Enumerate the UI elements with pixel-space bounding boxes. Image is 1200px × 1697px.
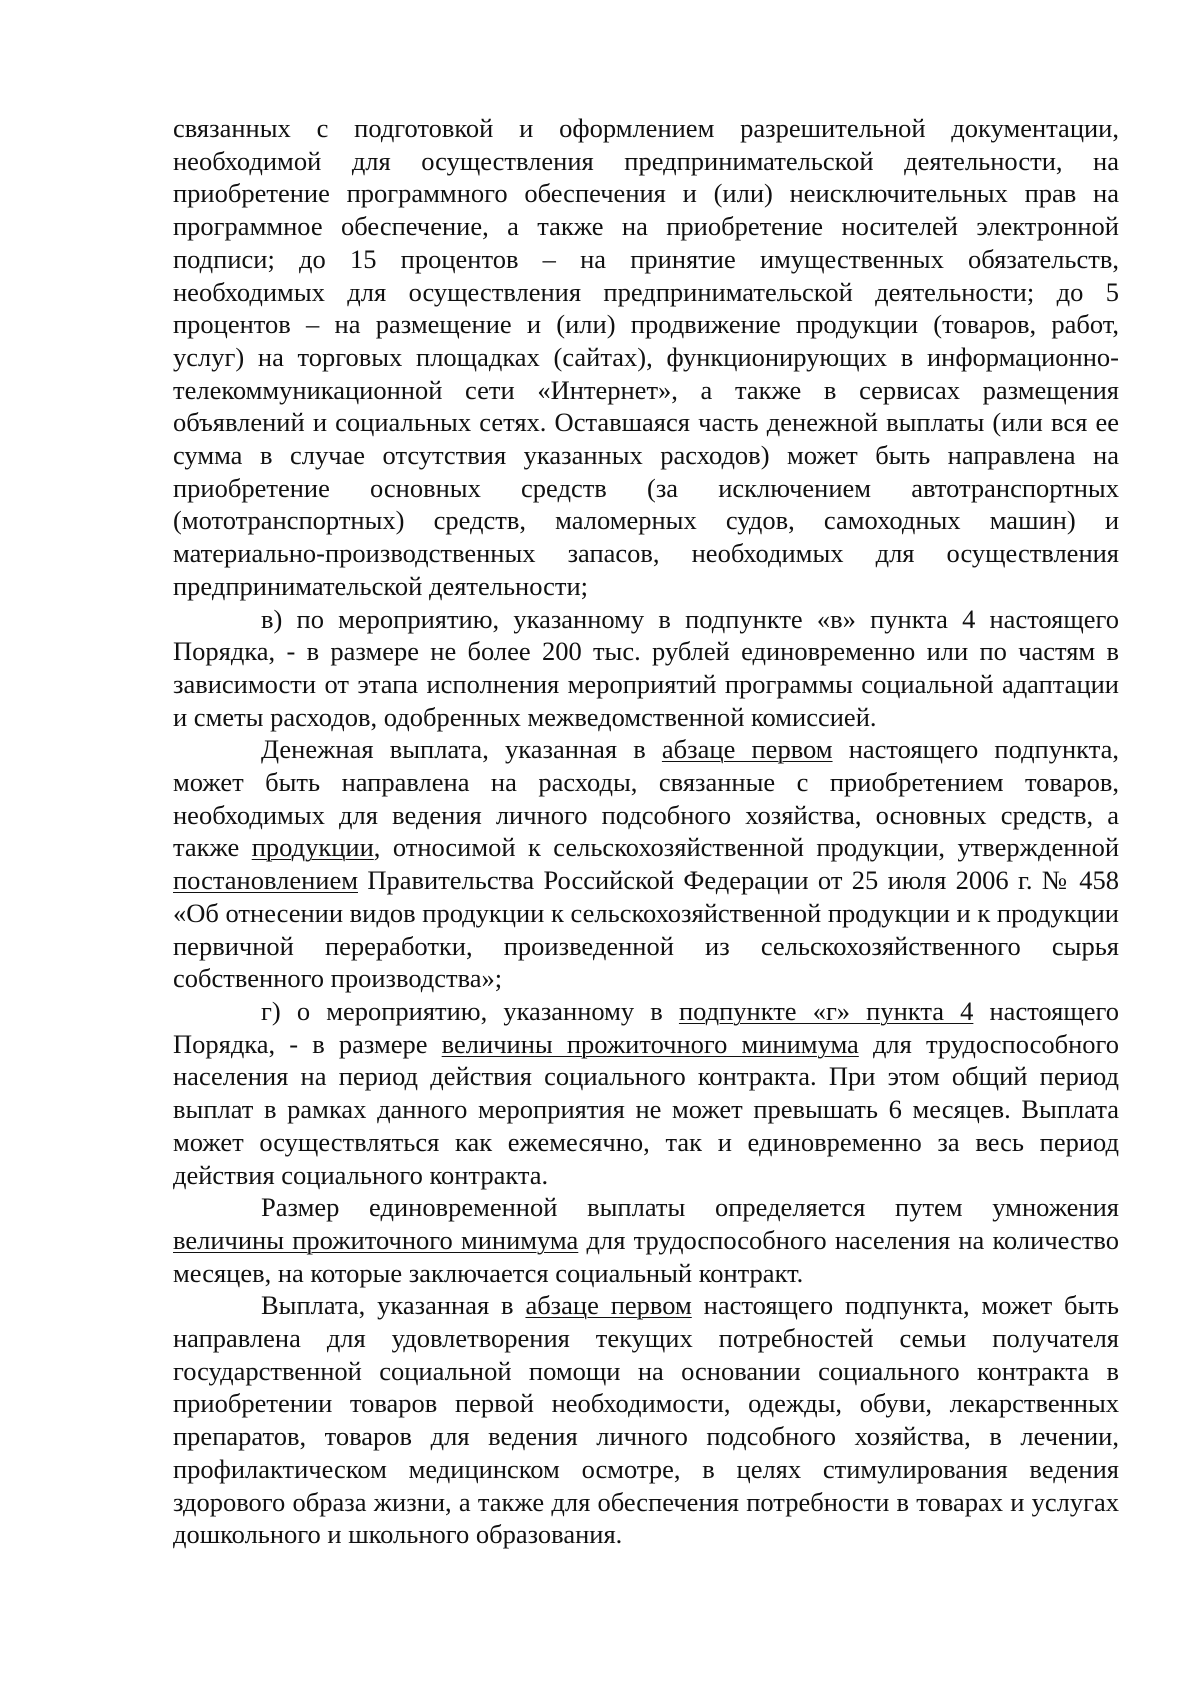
paragraph-1: [173, 112, 1119, 603]
paragraph-6-text-part: Выплата, указанная в: [261, 1290, 526, 1321]
paragraph-1-text: связанных с подготовкой и оформлением разрешительной документации, необходимой для осуществления предпринимательской деятельности, на приобретение программного обеспечения и (или) неисключительных прав на программное обеспечение, а также на приобретение носителей электронной подписи; до 15 процентов – на принятие имущественных обязательств, необходимых для осуществления предпринимательской деятельности; до 5 процентов – на размещение и (или) продвижение продукции (товаров, работ, услуг) на торговых площадках (сайтах), функционирующих в информационно-телекоммуникационной сети «Интернет», а также в сервисах размещения объявлений и социальных сетях. Оставшаяся часть денежной выплаты (или вся ее сумма в случае отсутствия указанных расходов) может быть направлена на приобретение основных средств (за исключением автотранспортных (мототранспортных) средств, маломерных судов, самоходных машин) и материально-производственных запасов, необходимых для осуществления предпринимательской деятельности;: [173, 113, 1119, 601]
link-podpunkt-g-punkta-4[interactable]: подпункте «г» пункта 4: [678, 995, 974, 1026]
paragraph-2-text: в) по мероприятию, указанному в подпункте «в» пункта 4 настоящего Порядка, - в размере не более 200 тыс. рублей единовременно или по частям в зависимости от этапа исполнения мероприятий программы социальной адаптации и сметы расходов, одобренных межведомственной комиссией.: [173, 603, 1119, 732]
link-abzats-pervyi[interactable]: абзаце первом: [661, 734, 833, 765]
paragraph-6: [173, 1289, 1119, 1551]
paragraph-2: [173, 603, 1119, 734]
document-body: [173, 112, 1119, 1551]
link-produktsii[interactable]: продукции: [251, 832, 374, 863]
paragraph-5: [173, 1191, 1119, 1289]
link-postanovleniem[interactable]: постановлением: [173, 865, 358, 896]
link-velichina-prozhitochnogo-minimuma[interactable]: величины прожиточного минимума: [173, 1224, 579, 1255]
paragraph-5-text-part: Размер единовременной выплаты определяется путем умножения: [261, 1192, 1119, 1223]
paragraph-4: [173, 995, 1119, 1191]
paragraph-3-text-part: , относимой к сельскохозяйственной продукции, утвержденной: [373, 832, 1120, 863]
paragraph-3-text-part: Денежная выплата, указанная в: [261, 734, 662, 765]
paragraph-5-text-part: для трудоспособного населения на количество месяцев, на которые заключается социальный контракт.: [173, 1224, 1119, 1288]
link-velichina-prozhitochnogo-minimuma[interactable]: величины прожиточного минимума: [441, 1028, 859, 1059]
paragraph-3-text-part: Правительства Российской Федерации от 25 июля 2006 г. № 458 «Об отнесении видов продукции к сельскохозяйственной продукции и к продукции первичной переработки, произведенной из сельскохозяйственного сырья собственного производства»;: [173, 865, 1119, 994]
paragraph-3: [173, 733, 1119, 995]
paragraph-4-text-part: для трудоспособного населения на период действия социального контракта. При этом общий период выплат в рамках данного мероприятия не может превышать 6 месяцев. Выплата может осуществляться как ежемесячно, так и единовременно за весь период действия социального контракта.: [173, 1028, 1119, 1190]
paragraph-3-text-part: настоящего подпункта, может быть направлена на расходы, связанные с приобретением товаров, необходимых для ведения личного подсобного хозяйства, основных средств, а также: [173, 734, 1119, 863]
paragraph-6-text-part: настоящего подпункта, может быть направлена для удовлетворения текущих потребностей семьи получателя государственной социальной помощи на основании социального контракта в приобретении товаров первой необходимости, одежды, обуви, лекарственных препаратов, товаров для ведения личного подсобного хозяйства, в лечении, профилактическом медицинском осмотре, в целях стимулирования ведения здорового образа жизни, а также для обеспечения потребности в товарах и услугах дошкольного и школьного образования.: [173, 1290, 1119, 1550]
paragraph-4-text-part: г) о мероприятию, указанному в: [261, 995, 679, 1026]
link-abzats-pervyi[interactable]: абзаце первом: [525, 1290, 692, 1321]
paragraph-4-text-part: настоящего Порядка, - в размере: [173, 995, 1119, 1059]
